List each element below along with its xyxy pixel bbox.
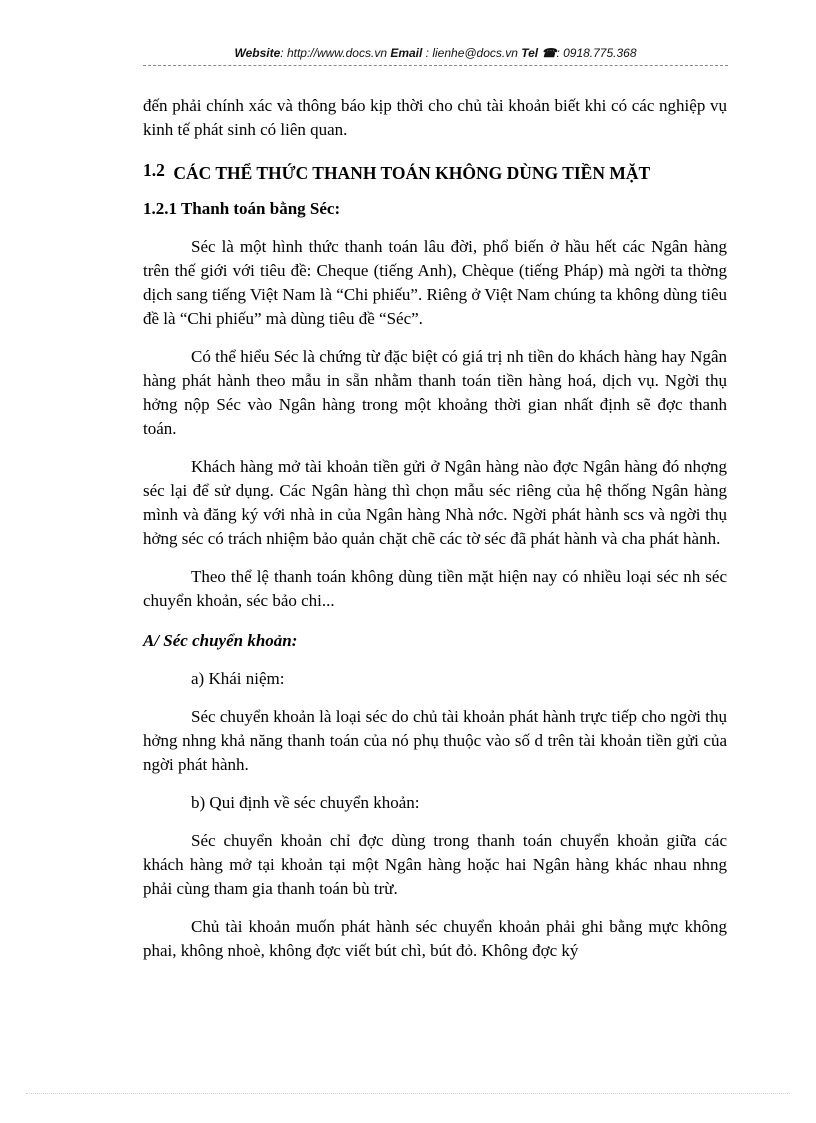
paragraph-3: Khách hàng mở tài khoản tiền gửi ở Ngân hàng nào đợc Ngân hàng đó nhợng séc lại để sử dụng. Các Ngân hàng thì chọn mẫu séc riêng của hệ thống Ngân hàng mình và đăng ký với nhà in của Ngân hàng Nhà nớc. Ngời phát hành scs và ngời thụ hởng séc có trách nhiệm bảo quản chặt chẽ các tờ séc đã phát hành và cha phát hành.: [143, 457, 727, 548]
tel-label: Tel ☎: [521, 46, 557, 60]
section-number: 1.2: [143, 160, 165, 180]
paragraph-4: Theo thể lệ thanh toán không dùng tiền mặt hiện nay có nhiều loại séc nh séc chuyển khoản, séc bảo chi...: [143, 567, 727, 610]
paragraph-1: Séc là một hình thức thanh toán lâu đời, phổ biến ở hầu hết các Ngân hàng trên thế giới với tiêu đề: Cheque (tiếng Anh), Chèque (tiếng Pháp) mà ngời ta thờng dịch sang tiếng Việt Nam là “Chi phiếu”. Riêng ở Việt Nam chúng ta không dùng tiêu đề là “Chi phiếu” mà dùng tiêu đề “Séc”.: [143, 237, 727, 328]
list-item-b: b) Qui định về séc chuyển khoản:: [191, 793, 420, 812]
website-label: Website: [234, 46, 281, 60]
email-value: : lienhe@docs.vn: [422, 46, 522, 60]
website-value: : http://www.docs.vn: [280, 46, 391, 60]
footer-divider: [26, 1093, 790, 1094]
subsection-heading: 1.2.1 Thanh toán bằng Séc:: [143, 199, 341, 218]
document-body: [143, 94, 727, 963]
header-divider: [143, 65, 728, 66]
list-item-a: a) Khái niệm:: [191, 669, 285, 688]
paragraph-7: Chủ tài khoản muốn phát hành séc chuyển khoản phải ghi bằng mực không phai, không nhoè, không đợc viết bút chì, bút đỏ. Không đợc ký: [143, 917, 727, 960]
section-title: CÁC THỂ THỨC THANH TOÁN KHÔNG DÙNG TIỀN MẶT: [173, 163, 651, 183]
tel-value: : 0918.775.368: [556, 46, 637, 60]
paragraph-6: Séc chuyển khoản chỉ đợc dùng trong thanh toán chuyển khoản giữa các khách hàng mở tại khoản tại một Ngân hàng hoặc hai Ngân hàng khác nhau nhng phải cùng tham gia thanh toán bù trừ.: [143, 831, 727, 898]
paragraph-2: Có thể hiểu Séc là chứng từ đặc biệt có giá trị nh tiền do khách hàng hay Ngân hàng phát hành theo mẫu in sẵn nhằm thanh toán tiền hàng hoá, dịch vụ. Ngời thụ hởng nộp Séc vào Ngân hàng trong một khoảng thời gian nhất định sẽ đợc thanh toán.: [143, 347, 727, 438]
intro-paragraph: đến phải chính xác và thông báo kịp thời cho chủ tài khoản biết khi có các nghiệp vụ kinh tế phát sinh có liên quan.: [143, 96, 727, 139]
email-label: Email: [390, 46, 423, 60]
sub-heading-a: A/ Séc chuyển khoản:: [143, 631, 298, 650]
section-heading: [143, 158, 727, 185]
page-header: [143, 46, 728, 60]
paragraph-5: Séc chuyển khoản là loại séc do chủ tài khoản phát hành trực tiếp cho ngời thụ hởng nhng khả năng thanh toán của nó phụ thuộc vào số d trên tài khoản tiền gửi của ngời phát hành.: [143, 707, 727, 774]
